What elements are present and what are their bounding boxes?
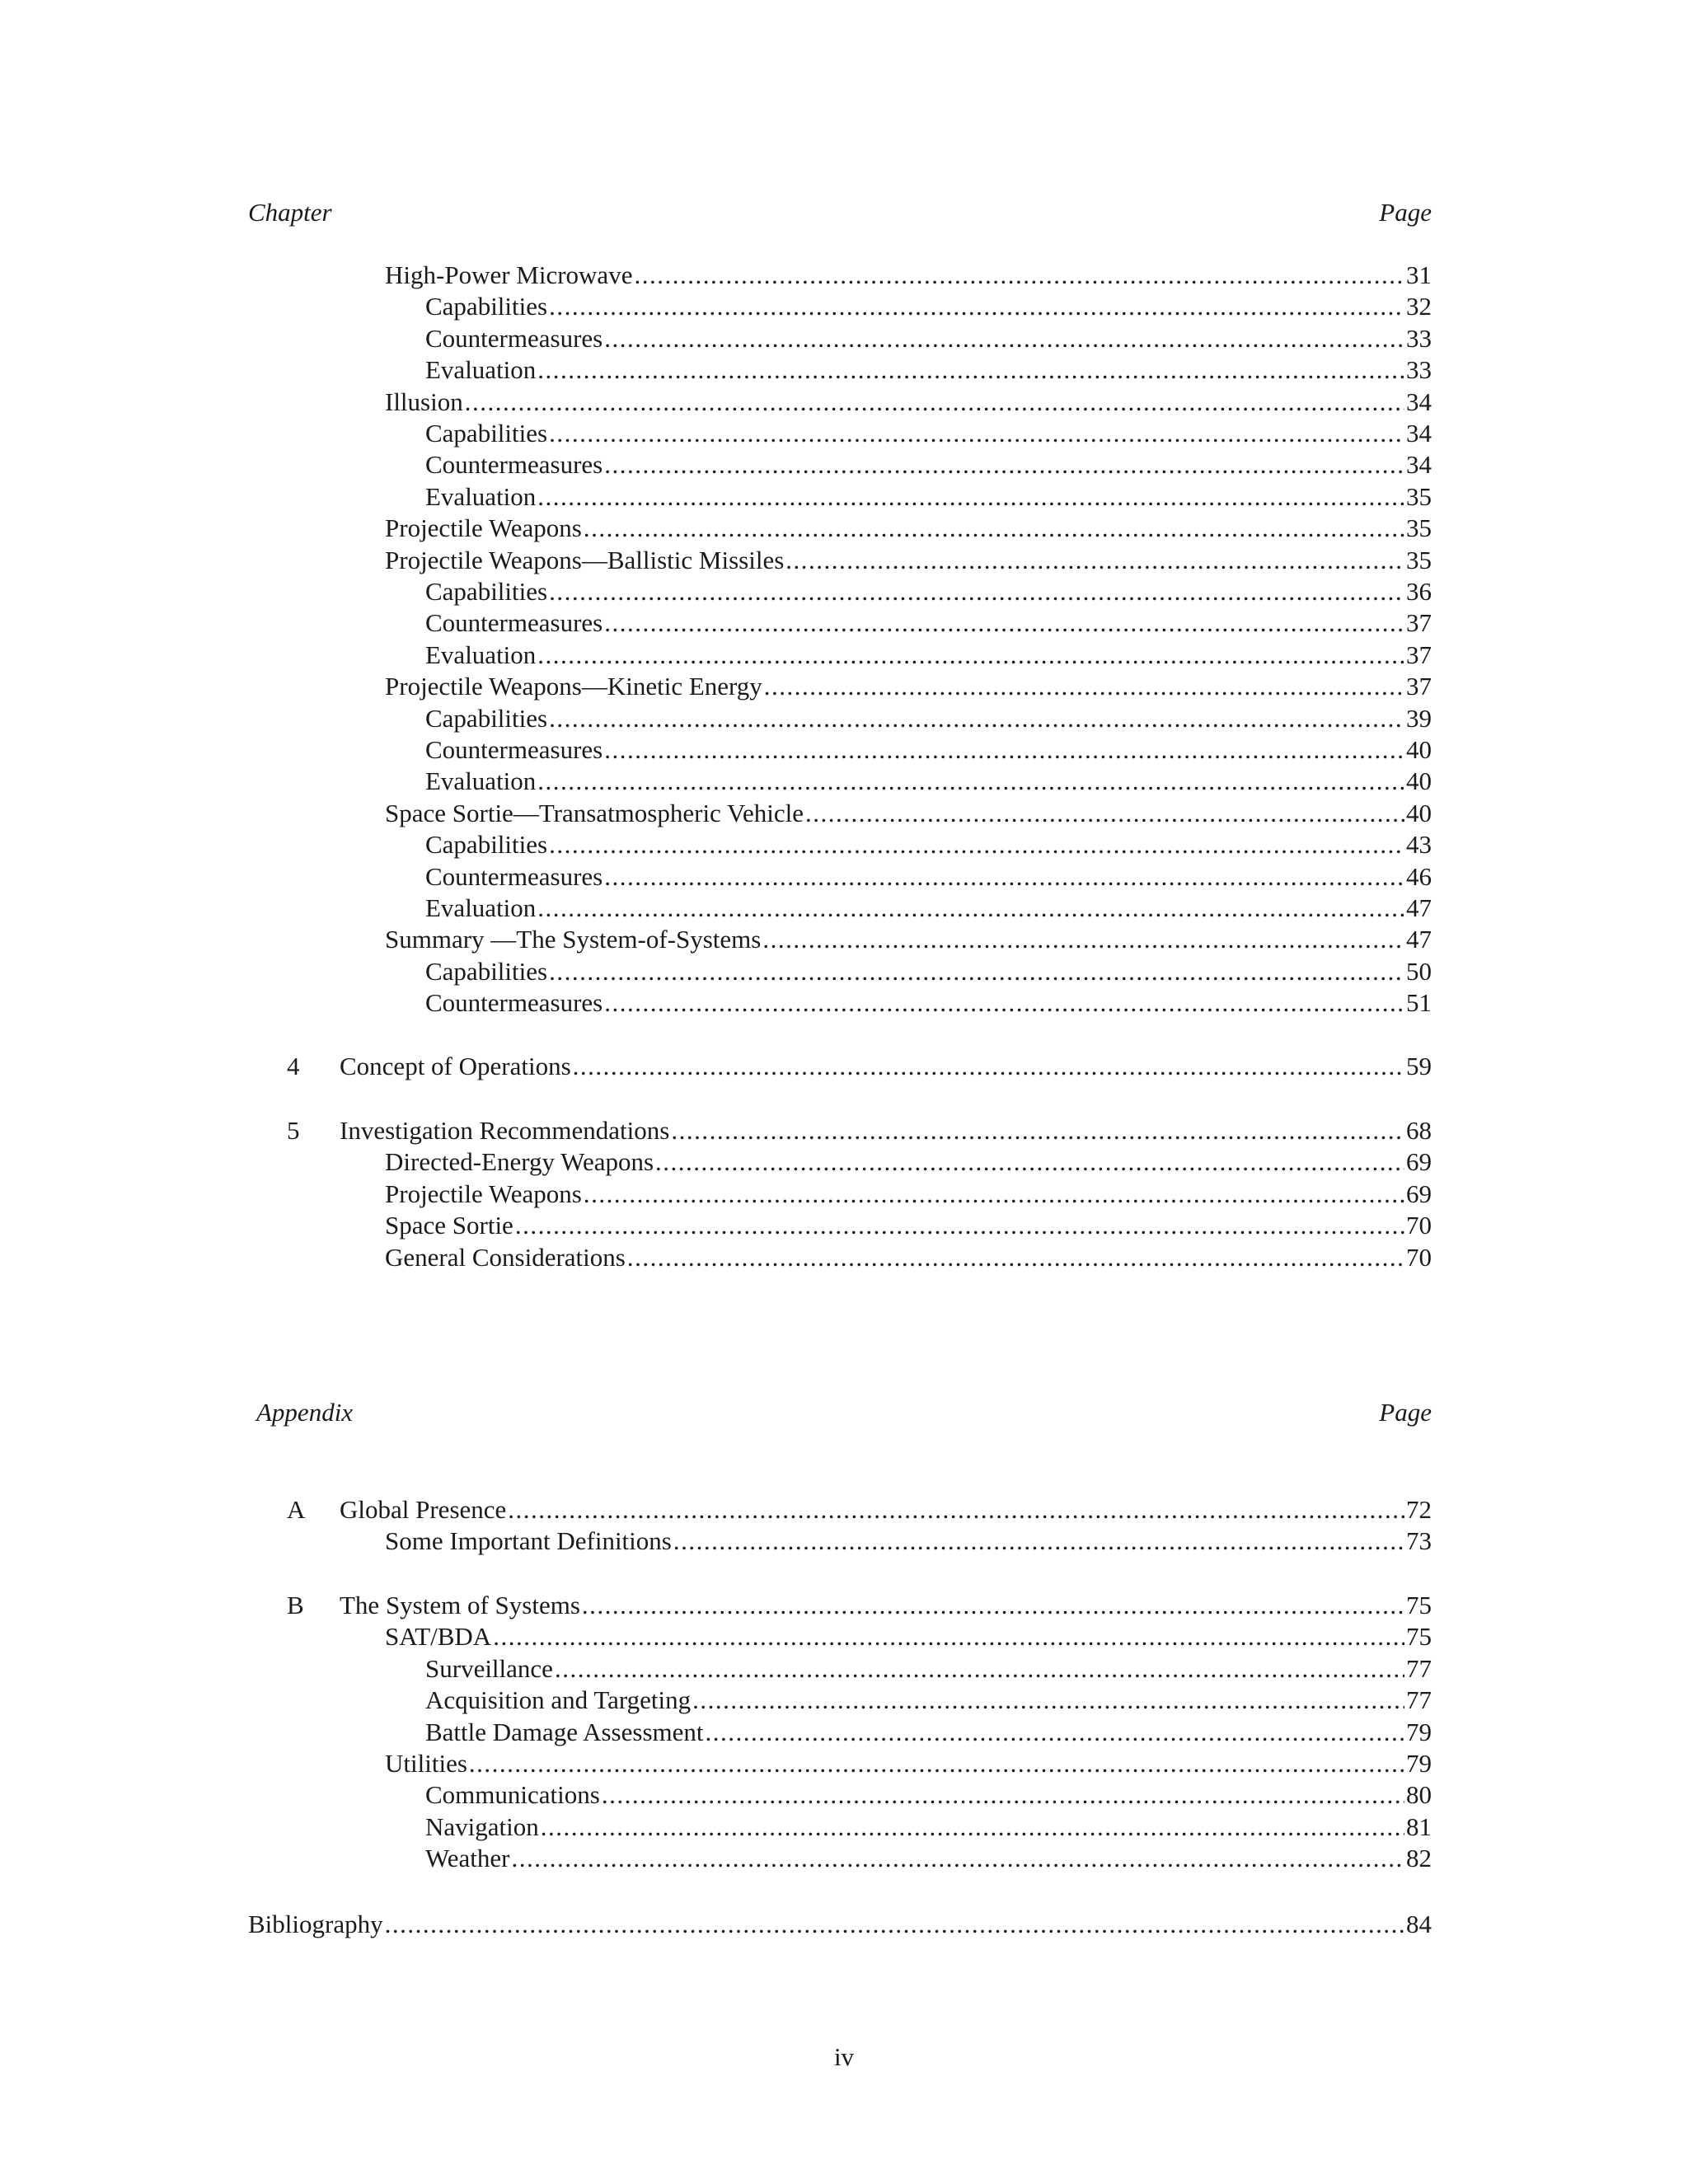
toc-entry-title: Capabilities [425, 830, 548, 860]
toc-entry[interactable] [287, 1590, 1432, 1621]
toc-entry-title: SAT/BDA [385, 1622, 492, 1652]
toc-entry-page: 79 [1406, 1749, 1432, 1778]
dot-leader [785, 545, 1404, 576]
toc-entry[interactable] [425, 1843, 1432, 1874]
toc-entry[interactable] [425, 481, 1432, 513]
toc-entry[interactable] [385, 1179, 1432, 1210]
toc-entry[interactable] [425, 1685, 1432, 1716]
toc-entry-title: Summary —The System-of-Systems [385, 925, 762, 954]
dot-leader [549, 291, 1404, 322]
toc-entry-page: 37 [1406, 640, 1432, 669]
dot-leader [582, 1590, 1404, 1621]
toc-entry[interactable] [385, 798, 1432, 829]
toc-entry-title: Communications [425, 1780, 600, 1810]
dot-leader [573, 1051, 1404, 1082]
toc-entry-page: 46 [1406, 861, 1432, 891]
dot-leader [604, 449, 1404, 480]
toc-entry[interactable] [385, 1242, 1432, 1273]
toc-entry[interactable] [425, 1717, 1432, 1748]
dot-leader [604, 734, 1404, 766]
dot-leader [469, 1748, 1404, 1779]
toc-entry-page: 37 [1406, 608, 1432, 638]
dot-leader [385, 1909, 1404, 1940]
toc-entry[interactable] [385, 545, 1432, 576]
dot-leader [655, 1146, 1404, 1178]
dot-leader [549, 956, 1404, 987]
toc-entry[interactable] [425, 1811, 1432, 1843]
toc-entry[interactable] [385, 1748, 1432, 1779]
dot-leader [706, 1717, 1405, 1748]
toc-entry-page: 33 [1406, 323, 1432, 353]
toc-entry-bibliography[interactable] [248, 1909, 1432, 1940]
toc-entry[interactable] [425, 449, 1432, 480]
dot-leader [604, 607, 1404, 639]
toc-entry-title: Illusion [385, 387, 463, 416]
dot-leader [604, 323, 1404, 354]
toc-entry-page: 70 [1406, 1242, 1432, 1272]
toc-entry-page: 35 [1406, 513, 1432, 543]
toc-entry-page: 32 [1406, 292, 1432, 321]
toc-entry-page: 40 [1406, 798, 1432, 827]
dot-leader [508, 1494, 1404, 1526]
toc-entry-title: Countermeasures [425, 450, 603, 480]
toc-entry-page: 40 [1406, 735, 1432, 764]
dot-leader [673, 1526, 1404, 1557]
toc-entry-title: Evaluation [425, 640, 537, 669]
toc-entry[interactable] [425, 893, 1432, 924]
toc-entry-title: Countermeasures [425, 323, 603, 353]
dot-leader [541, 1811, 1404, 1843]
toc-entry[interactable] [385, 1146, 1432, 1178]
toc-entry-title: Projectile Weapons—Ballistic Missiles [385, 545, 785, 574]
toc-entry[interactable] [425, 640, 1432, 671]
toc-entry[interactable] [425, 354, 1432, 386]
toc-entry-page: 69 [1406, 1147, 1432, 1177]
toc-entry[interactable] [425, 956, 1432, 987]
toc-entry[interactable] [385, 1621, 1432, 1652]
toc-entry[interactable] [287, 1115, 1432, 1146]
toc-entry-page: 33 [1406, 355, 1432, 385]
dot-leader [634, 260, 1404, 291]
toc-entry-page: 31 [1406, 260, 1432, 289]
toc-entry[interactable] [425, 576, 1432, 607]
toc-entry-title: Global Presence [340, 1495, 507, 1524]
toc-entry-page: 34 [1406, 387, 1432, 416]
dot-leader [549, 418, 1404, 449]
toc-entry[interactable] [385, 924, 1432, 955]
dot-leader [584, 513, 1404, 544]
toc-entry-title: Investigation Recommendations [340, 1116, 670, 1145]
toc-entry-page: 79 [1406, 1717, 1432, 1746]
dot-leader [537, 766, 1404, 797]
toc-entry-page: 51 [1406, 988, 1432, 1018]
dot-leader [549, 829, 1404, 860]
toc-entry-title: Projectile Weapons [385, 1179, 582, 1208]
toc-entry-page: 72 [1406, 1495, 1432, 1524]
dot-leader [515, 1210, 1404, 1241]
toc-entry-page: 69 [1406, 1179, 1432, 1208]
dot-leader [604, 987, 1404, 1019]
toc-entry[interactable] [425, 1653, 1432, 1685]
toc-entry-page: 34 [1406, 450, 1432, 480]
appendix-column-heading: Appendix [256, 1398, 354, 1427]
toc-entry-page: 73 [1406, 1526, 1432, 1556]
toc-entry-title: General Considerations [385, 1242, 626, 1272]
toc-entry-title: Countermeasures [425, 735, 603, 764]
toc-entry-page: 50 [1406, 956, 1432, 986]
dot-leader [549, 576, 1404, 607]
toc-entry-number: B [287, 1591, 304, 1619]
toc-entry-page: 81 [1406, 1811, 1432, 1841]
toc-entry[interactable] [425, 291, 1432, 322]
toc-entry-title: Acquisition and Targeting [425, 1685, 692, 1715]
toc-entry-title: Projectile Weapons—Kinetic Energy [385, 672, 762, 701]
toc-entry-page: 59 [1406, 1052, 1432, 1080]
dot-leader [604, 861, 1404, 893]
dot-leader [584, 1179, 1404, 1210]
toc-entry-title: Capabilities [425, 419, 548, 448]
dot-leader [805, 798, 1404, 829]
toc-entry-page: 35 [1406, 481, 1432, 511]
chapter-column-heading: Chapter [248, 198, 332, 227]
toc-entry-title: Capabilities [425, 956, 548, 986]
toc-entry-title: Evaluation [425, 766, 537, 796]
toc-entry-page: 75 [1406, 1591, 1432, 1619]
dot-leader [762, 924, 1404, 955]
toc-entry[interactable] [425, 607, 1432, 639]
toc-entry-title: Space Sortie [385, 1211, 513, 1240]
toc-entry-page: 82 [1406, 1844, 1432, 1873]
toc-entry[interactable] [425, 734, 1432, 766]
toc-entry-title: Capabilities [425, 577, 548, 606]
dot-leader [555, 1653, 1404, 1685]
toc-entry-page: 75 [1406, 1622, 1432, 1652]
toc-entry-title: Evaluation [425, 355, 537, 385]
toc-entry-number: 4 [287, 1052, 300, 1080]
toc-entry-page: 68 [1406, 1116, 1432, 1145]
toc-entry-number: A [287, 1495, 306, 1524]
dot-leader [512, 1843, 1405, 1874]
toc-entry-number: 5 [287, 1116, 300, 1145]
dot-leader [493, 1621, 1404, 1652]
toc-entry-page: 47 [1406, 893, 1432, 922]
toc-entry-page: 77 [1406, 1653, 1432, 1683]
toc-entry[interactable] [425, 861, 1432, 893]
toc-entry-page: 43 [1406, 830, 1432, 860]
toc-entry[interactable] [385, 671, 1432, 702]
toc-entry-page: 35 [1406, 545, 1432, 574]
toc-entry-title: Capabilities [425, 292, 548, 321]
toc-entry-title: Concept of Operations [340, 1052, 571, 1080]
toc-entry-title: Some Important Definitions [385, 1526, 672, 1556]
toc-entry-title: Countermeasures [425, 608, 603, 638]
toc-entry[interactable] [385, 387, 1432, 418]
toc-entry[interactable] [425, 829, 1432, 860]
toc-entry[interactable] [425, 987, 1432, 1019]
toc-entry-title: High-Power Microwave [385, 260, 633, 289]
dot-leader [764, 671, 1404, 702]
toc-entry-page: 40 [1406, 766, 1432, 796]
toc-entry-page: 70 [1406, 1211, 1432, 1240]
dot-leader [537, 481, 1404, 513]
dot-leader [692, 1685, 1404, 1716]
toc-entry-title: Countermeasures [425, 861, 603, 891]
toc-entry-title: Surveillance [425, 1653, 553, 1683]
toc-entry-page: 47 [1406, 925, 1432, 954]
toc-entry-title: Countermeasures [425, 988, 603, 1018]
toc-entry-page: 39 [1406, 703, 1432, 733]
dot-leader [465, 387, 1404, 418]
toc-entry[interactable] [425, 703, 1432, 734]
toc-entry[interactable] [287, 1051, 1432, 1082]
toc-entry-title: Bibliography [248, 1910, 383, 1938]
page-number: iv [833, 2042, 855, 2071]
toc-entry-title: The System of Systems [340, 1591, 580, 1619]
appendix-page-column-heading: Page [1379, 1398, 1432, 1427]
dot-leader [627, 1242, 1404, 1273]
toc-entry-title: Space Sortie—Transatmospheric Vehicle [385, 798, 804, 827]
toc-entry-page: 36 [1406, 577, 1432, 606]
toc-entry-title: Projectile Weapons [385, 513, 582, 543]
dot-leader [671, 1115, 1404, 1146]
toc-entry-title: Navigation [425, 1811, 539, 1841]
toc-entry-title: Directed-Energy Weapons [385, 1147, 654, 1177]
toc-entry-page: 80 [1406, 1780, 1432, 1810]
toc-entry-title: Weather [425, 1844, 510, 1873]
dot-leader [537, 354, 1404, 386]
toc-entry-title: Capabilities [425, 703, 548, 733]
toc-entry[interactable] [425, 1779, 1432, 1811]
toc-entry[interactable] [385, 260, 1432, 291]
toc-entry-title: Utilities [385, 1749, 467, 1778]
toc-entry[interactable] [425, 323, 1432, 354]
dot-leader [602, 1779, 1404, 1811]
dot-leader [549, 703, 1404, 734]
toc-entry-page: 37 [1406, 672, 1432, 701]
toc-entry-title: Evaluation [425, 481, 537, 511]
toc-entry-title: Evaluation [425, 893, 537, 922]
toc-entry-page: 77 [1406, 1685, 1432, 1715]
toc-entry-title: Battle Damage Assessment [425, 1717, 704, 1746]
toc-entry[interactable] [385, 1526, 1432, 1557]
toc-entry-page: 34 [1406, 419, 1432, 448]
toc-entry[interactable] [425, 418, 1432, 449]
toc-entry[interactable] [287, 1494, 1432, 1526]
toc-entry[interactable] [385, 513, 1432, 544]
toc-entry[interactable] [385, 1210, 1432, 1241]
toc-entry-page: 84 [1406, 1910, 1432, 1938]
dot-leader [537, 640, 1404, 671]
chapter-page-column-heading: Page [1379, 198, 1432, 227]
toc-entry[interactable] [425, 766, 1432, 797]
dot-leader [537, 893, 1404, 924]
